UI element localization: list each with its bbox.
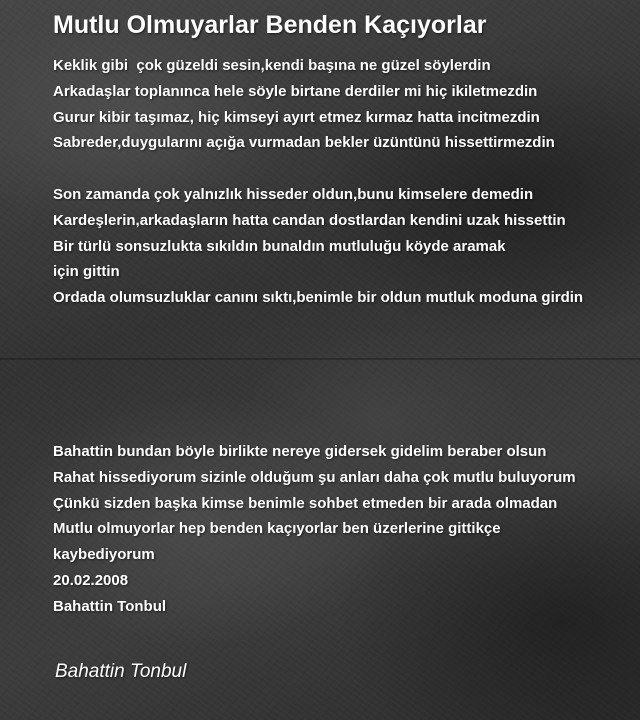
poem-line: Gurur kibir taşımaz, hiç kimseyi ayırt etmez kırmaz hatta incitmezdin <box>53 108 540 126</box>
poem-line: Rahat hissediyorum sizinle olduğum şu anları daha çok mutlu buluyorum <box>53 468 576 486</box>
poem-author-line: Bahattin Tonbul <box>53 597 167 615</box>
poem-line: Kardeşlerin,arkadaşların hatta candan dostlardan kendini uzak hissettin <box>53 211 566 229</box>
poem-line: Çünkü sizden başka kimse benimle sohbet etmeden bir arada olmadan <box>53 494 558 512</box>
poem-line: Sabreder,duygularını açığa vurmadan bekler üzüntünü hissettirmezdin <box>53 134 555 152</box>
poem-date: 20.02.2008 <box>53 571 129 589</box>
poem-line: kaybediyorum <box>53 546 155 564</box>
poem-line: için gittin <box>53 263 120 281</box>
poem-line: Arkadaşlar toplanınca hele söyle birtane derdiler mi hiç ikiletmezdin <box>53 82 538 100</box>
poem-line: Son zamanda çok yalnızlık hisseder oldun,bunu kimselere demedin <box>53 186 534 203</box>
background-divider <box>0 358 640 360</box>
poem-line: Keklik gibi çok güzeldi sesin,kendi başına ne güzel söylerdin <box>53 57 491 74</box>
poem-line: Mutlu olmuyorlar hep benden kaçıyorlar ben üzerlerine gittikçe <box>53 520 501 538</box>
poem-stanza-1 <box>53 53 555 156</box>
author-signature: Bahattin Tonbul <box>55 661 187 682</box>
poem-stanza-2 <box>53 182 583 311</box>
poem-title: Mutlu Olmuyarlar Benden Kaçıyorlar <box>53 11 487 39</box>
poem-line: Bir türlü sonsuzlukta sıkıldın bunaldın mutluluğu köyde aramak <box>53 237 506 255</box>
poem-line: Ordada olumsuzluklar canını sıktı,benimle bir oldun mutluk moduna girdin <box>53 289 584 307</box>
poem-line: Bahattin bundan böyle birlikte nereye gidersek gidelim beraber olsun <box>53 443 547 460</box>
poem-stanza-3 <box>53 439 576 620</box>
